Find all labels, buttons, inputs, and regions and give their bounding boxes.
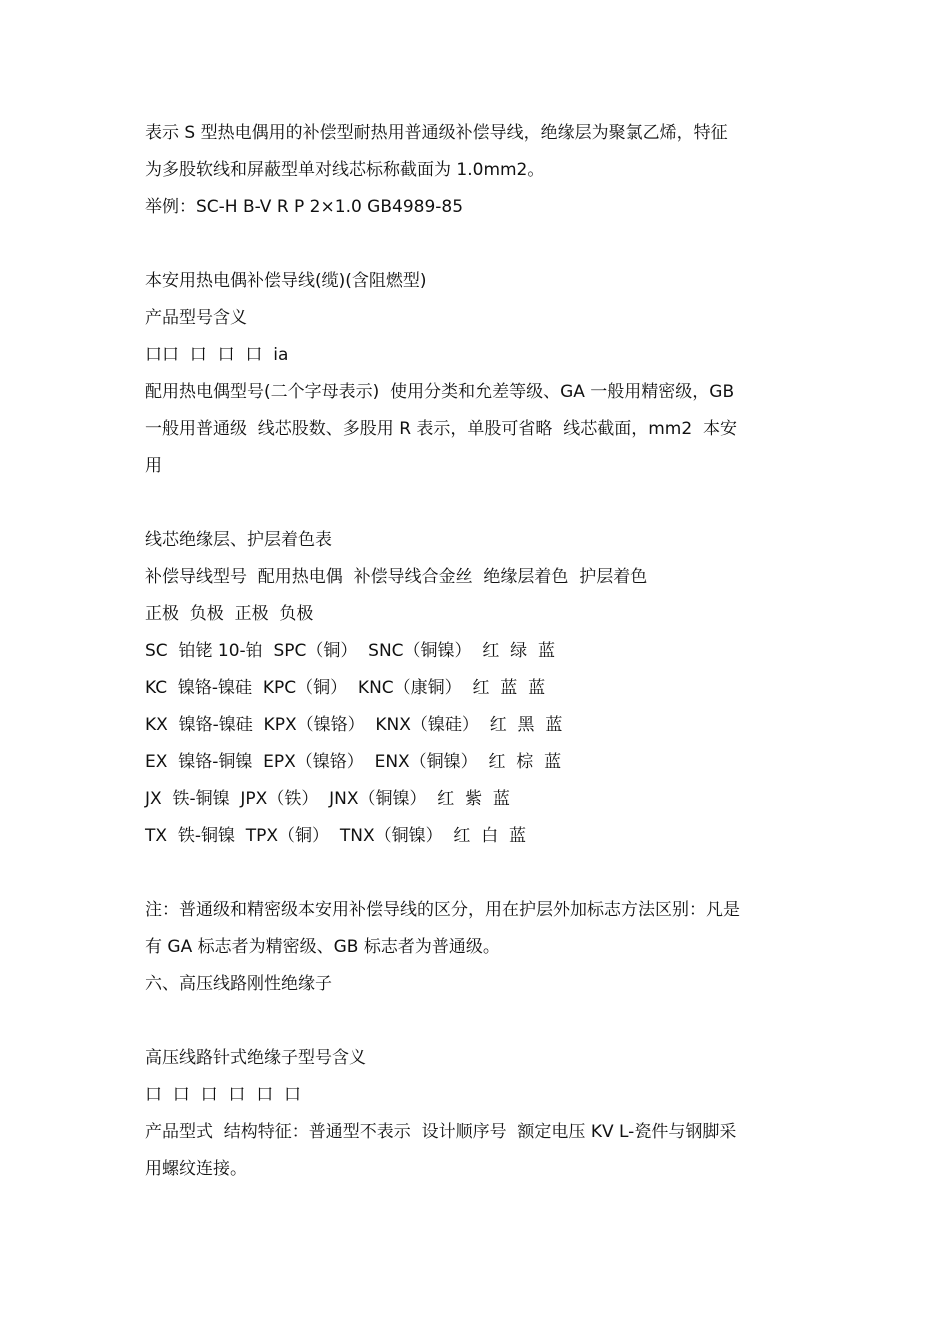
section-heading: 本安用热电偶补偿导线(缆)(含阻燃型) [145,271,427,291]
text-line: 配用热电偶型号(二个字母表示) 使用分类和允差等级、GA 一般用精密级，GB [145,382,735,402]
text-line: 表示 S 型热电偶用的补偿型耐热用普通级补偿导线，绝缘层为聚氯乙烯，特征 [145,123,728,143]
text-line: 一般用普通级 线芯股数、多股用 R 表示，单股可省略 线芯截面，mm2 本安 [145,419,737,439]
document-body [145,115,810,1188]
section-heading: 六、高压线路刚性绝缘子 [145,974,332,994]
table-header-row: 补偿导线型号 配用热电偶 补偿导线合金丝 绝缘层着色 护层着色 [145,567,648,587]
table-row: SC 铂铑 10-铂 SPC（铜） SNC（铜镍） 红 绿 蓝 [145,641,555,661]
blank-line [145,226,810,263]
text-line: 用 [145,456,162,476]
text-line: 产品型号含义 [145,308,247,328]
note-line: 有 GA 标志者为精密级、GB 标志者为普通级。 [145,937,500,957]
table-row: KC 镍铬-镍硅 KPC（铜） KNC（康铜） 红 蓝 蓝 [145,678,546,698]
blank-line [145,1003,810,1040]
table-row: TX 铁-铜镍 TPX（铜） TNX（铜镍） 红 白 蓝 [145,826,527,846]
table-row: EX 镍铬-铜镍 EPX（镍铬） ENX（铜镍） 红 棕 蓝 [145,752,562,772]
text-line: 用螺纹连接。 [145,1159,247,1179]
blank-line [145,485,810,522]
section-heading: 高压线路针式绝缘子型号含义 [145,1048,366,1068]
text-line: 产品型式 结构特征：普通型不表示 设计顺序号 额定电压 KV L-瓷件与钢脚采 [145,1122,737,1142]
text-line: 为多股软线和屏蔽型单对线芯标称截面为 1.0mm2。 [145,160,545,180]
blank-line [145,855,810,892]
model-code-placeholder: 口口 口 口 口 ia [145,345,289,365]
model-code-placeholder: 口 口 口 口 口 口 [145,1085,302,1105]
table-row: JX 铁-铜镍 JPX（铁） JNX（铜镍） 红 紫 蓝 [145,789,510,809]
note-line: 注：普通级和精密级本安用补偿导线的区分，用在护层外加标志方法区别：凡是 [145,900,740,920]
section-heading: 线芯绝缘层、护层着色表 [145,530,332,550]
table-row: KX 镍铬-镍硅 KPX（镍铬） KNX（镍硅） 红 黑 蓝 [145,715,563,735]
text-line: 举例：SC-H B-V R P 2×1.0 GB4989-85 [145,197,464,217]
table-subheader-row: 正极 负极 正极 负极 [145,604,314,624]
